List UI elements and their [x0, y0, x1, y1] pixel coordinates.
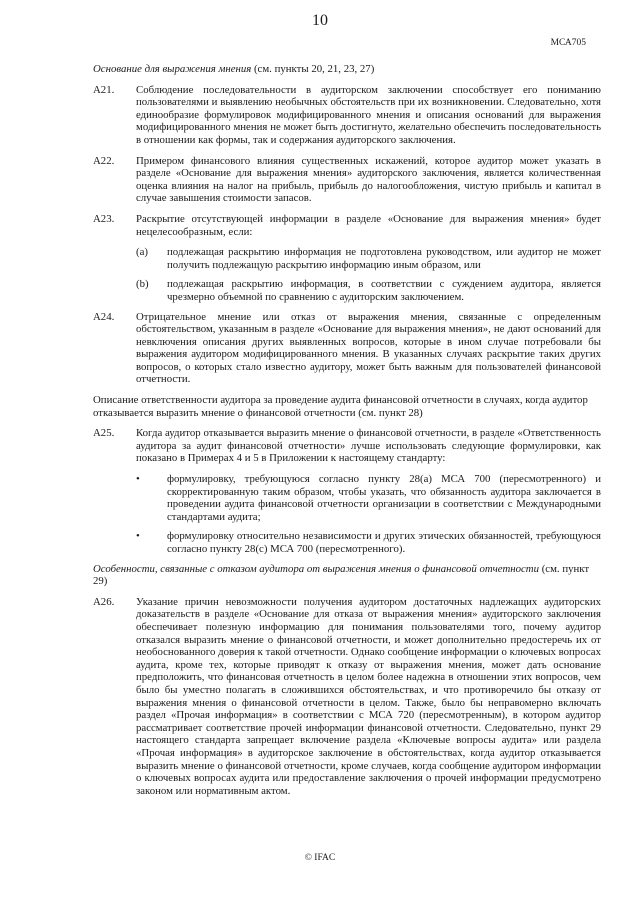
paragraph-a24 [93, 311, 601, 387]
section-heading: Описание ответственности аудитора за проведение аудита финансовой отчетности в случаях, когда аудитор отказывается выразить мнение о финансовой отчетности (см. пункт 28) [93, 394, 588, 419]
page-number: 10 [312, 12, 328, 29]
paragraph-a23 [93, 213, 601, 238]
paragraph-number: A26. [93, 595, 115, 608]
list-item [93, 473, 601, 523]
list-marker: (b) [136, 278, 149, 291]
paragraph-a21 [93, 84, 601, 147]
section-heading: Основание для выражения мнения (см. пункты 20, 21, 23, 27) [93, 63, 375, 75]
list-marker: (a) [136, 246, 148, 259]
paragraph-number: A23. [93, 212, 115, 225]
paragraph-text: Соблюдение последовательности в аудиторском заключении способствует его пониманию пользователями и выявлению необычных обстоятельств при их возникновении. Следовательно, хотя единообразие формулировок модифицированного мнения и описания оснований для выражения модифицированного мнения не может быть достигнуто, желательно обеспечить последовательность в отношении как формы, так и содержания аудиторского заключения. [136, 83, 601, 146]
paragraph-text: Указание причин невозможности получения аудитором достаточных надлежащих аудиторских доказательств в разделе «Основание для отказа от выражения мнения» аудиторского заключения обеспечивает полезную информацию для понимания пользователями того, почему аудитор отказался выразить мнение о финансовой отчетности, и может дополнительно предостеречь их от необоснованного доверия к такой отчетности. Однако сообщение информации о ключевых вопросах аудита, кроме тех, которые приводят к отказу от выражения мнения, может дать основание предположить, что финансовая отчетность в целом более надежна в отношении этих вопросов, чем было бы уместно полагать в сложившихся обстоятельствах, и что противоречило бы отказу от выражения мнения о финансовой отчетности в целом. Также, было бы неправомерно включать раздел «Прочая информация» в соответствии с МСА 720 (пересмотренным), в котором аудитор рассматривает соответствие прочей информации финансовой отчетности. Следовательно, пункт 29 настоящего стандарта запрещает включение раздела «Ключевые вопросы аудита» или раздела «Прочая информация» в аудиторское заключение в обстоятельствах, когда аудитор отказывается выразить мнение о финансовой отчетности, кроме случаев, когда сообщение аудитором информации о ключевых вопросах аудита или предоставление заключения о прочей информации предусмотрено законом или нормативным актом. [136, 595, 601, 797]
document-body [93, 63, 601, 805]
list-item-text: формулировку относительно независимости и других этических обязанностей, требующуюся согласно пункту 28(c) МСА 700 (пересмотренного). [167, 530, 601, 555]
list-item [93, 278, 601, 303]
paragraph-a22 [93, 155, 601, 205]
list-item-text: подлежащая раскрытию информация, в соответствии с суждением аудитора, является чрезмерно объемной по сравнению с аудиторским заключением. [167, 278, 601, 303]
paragraph-text: Раскрытие отсутствующей информации в разделе «Основание для выражения мнения» будет нецелесообразным, если: [136, 212, 601, 238]
list-item [93, 530, 601, 555]
paragraph-a25 [93, 427, 601, 465]
paragraph-number: A25. [93, 427, 115, 440]
paragraph-number: A24. [93, 310, 115, 323]
paragraph-number: A22. [93, 154, 115, 167]
paragraph-text: Примером финансового влияния существенных искажений, которое аудитор может указать в разделе «Основание для выражения мнения» аудиторского заключения, является количественная оценка влияния на налог на прибыль, прибыль до налогообложения, чистую прибыль и капитал в случае завышения стоимости запасов. [136, 154, 601, 205]
bullet-marker: • [136, 530, 140, 543]
paragraph-a26 [93, 596, 601, 798]
list-item-text: подлежащая раскрытию информация не подготовлена руководством, или аудитор не может получить подлежащую раскрытию информацию иным образом, или [167, 246, 601, 271]
section-heading: Особенности, связанные с отказом аудитора от выражения мнения о финансовой отчетности (см. пункт 29) [93, 562, 590, 588]
paragraph-text: Отрицательное мнение или отказ от выражения мнения, связанные с определенным обстоятельством, указанным в разделе «Основание для выражения мнения», не дают оснований для невключения описания других выявленных вопросов, которые в ином случае потребовали бы выражения аудитором модифицированного мнения. В указанных случаях раскрытие таких других вопросов, о которых стало известно аудитору, может быть важным для пользователей финансовой отчетности. [136, 310, 601, 386]
list-item-text: формулировку, требующуюся согласно пункту 28(а) МСА 700 (пересмотренного) и скорректированную таким образом, чтобы указать, что обязанность аудитора заключается в проведении аудита финансовой отчетности организации в соответствии с Международными стандартами аудита; [167, 473, 601, 523]
paragraph-number: A21. [93, 83, 115, 96]
document-code: МСА705 [550, 38, 586, 48]
paragraph-text: Когда аудитор отказывается выразить мнение о финансовой отчетности, в разделе «Ответственность аудитора за аудит финансовой отчетности» лучше использовать следующие формулировки, как показано в Примерах 4 и 5 в Приложении к настоящему стандарту: [136, 427, 601, 465]
bullet-marker: • [136, 473, 140, 486]
list-item [93, 246, 601, 271]
copyright-footer: © IFAC [304, 853, 336, 863]
